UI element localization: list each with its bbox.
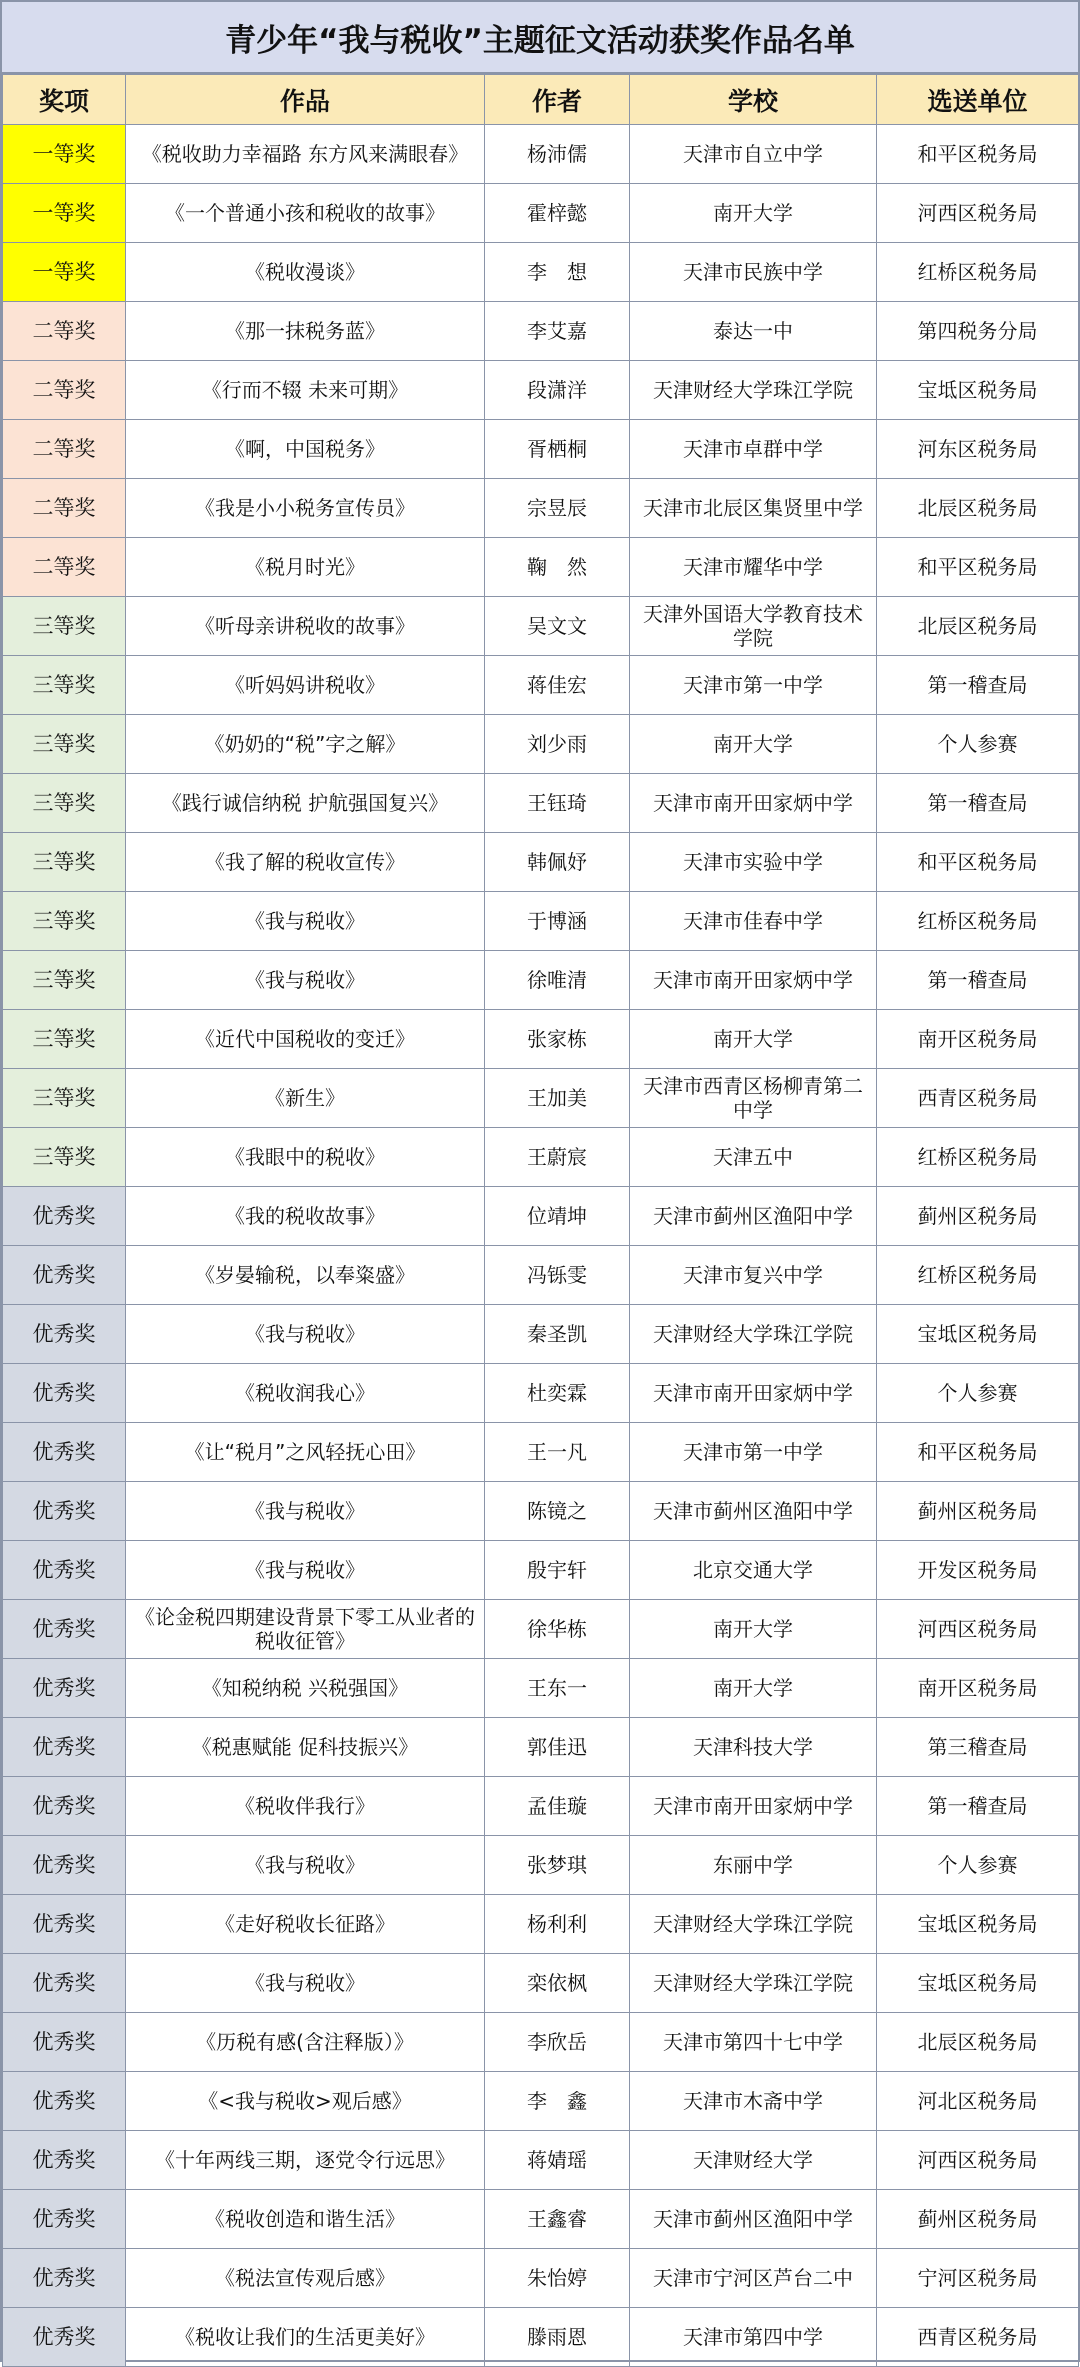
unit-cell: 红桥区税务局	[877, 1128, 1079, 1187]
award-cell: 优秀奖	[3, 1423, 126, 1482]
school-cell: 天津市蓟州区渔阳中学	[630, 1482, 877, 1541]
table-row	[3, 1954, 1079, 2013]
award-cell: 三等奖	[3, 892, 126, 951]
work-cell: 《<我与税收>观后感》	[126, 2072, 485, 2131]
table-row	[3, 2131, 1079, 2190]
work-cell: 《走好税收长征路》	[126, 1895, 485, 1954]
unit-cell: 第三稽查局	[877, 1718, 1079, 1777]
school-cell: 天津市复兴中学	[630, 1246, 877, 1305]
header-school: 学校	[630, 75, 877, 125]
award-cell: 三等奖	[3, 833, 126, 892]
author-cell: 王鑫睿	[485, 2190, 630, 2249]
work-cell: 《税收创造和谐生活》	[126, 2190, 485, 2249]
author-cell: 王蔚宸	[485, 1128, 630, 1187]
school-cell: 天津财经大学珠江学院	[630, 1895, 877, 1954]
table-row	[3, 538, 1079, 597]
school-cell: 南开大学	[630, 1010, 877, 1069]
unit-cell: 蓟州区税务局	[877, 1187, 1079, 1246]
school-cell: 天津市南开田家炳中学	[630, 1364, 877, 1423]
table-row	[3, 833, 1079, 892]
author-cell: 杨利利	[485, 1895, 630, 1954]
author-cell: 韩佩妤	[485, 833, 630, 892]
work-cell: 《我眼中的税收》	[126, 1128, 485, 1187]
award-cell: 优秀奖	[3, 1305, 126, 1364]
school-cell: 天津市西青区杨柳青第二中学	[630, 1069, 877, 1128]
unit-cell: 开发区税务局	[877, 1541, 1079, 1600]
unit-cell: 红桥区税务局	[877, 892, 1079, 951]
author-cell: 杨沛儒	[485, 125, 630, 184]
work-cell: 《我的税收故事》	[126, 1187, 485, 1246]
award-cell: 二等奖	[3, 538, 126, 597]
author-cell: 秦圣凯	[485, 1305, 630, 1364]
school-cell: 南开大学	[630, 184, 877, 243]
unit-cell: 第一稽查局	[877, 1777, 1079, 1836]
table-row	[3, 597, 1079, 656]
work-cell: 《税月时光》	[126, 538, 485, 597]
school-cell: 南开大学	[630, 1659, 877, 1718]
work-cell: 《我与税收》	[126, 1836, 485, 1895]
unit-cell: 宁河区税务局	[877, 2249, 1079, 2308]
table-row	[3, 2249, 1079, 2308]
school-cell: 天津市第一中学	[630, 1423, 877, 1482]
table-row	[3, 656, 1079, 715]
author-cell: 位靖坤	[485, 1187, 630, 1246]
award-cell: 三等奖	[3, 951, 126, 1010]
school-cell: 天津科技大学	[630, 1718, 877, 1777]
work-cell: 《知税纳税 兴税强国》	[126, 1659, 485, 1718]
unit-cell: 宝坻区税务局	[877, 1895, 1079, 1954]
author-cell: 霍梓懿	[485, 184, 630, 243]
unit-cell: 蓟州区税务局	[877, 1482, 1079, 1541]
award-cell: 优秀奖	[3, 2249, 126, 2308]
author-cell: 胥栖桐	[485, 420, 630, 479]
table-row	[3, 302, 1079, 361]
award-cell: 优秀奖	[3, 1659, 126, 1718]
unit-cell: 宝坻区税务局	[877, 1954, 1079, 2013]
author-cell: 张梦琪	[485, 1836, 630, 1895]
award-table	[2, 74, 1079, 2367]
table-row	[3, 243, 1079, 302]
school-cell: 天津市民族中学	[630, 243, 877, 302]
author-cell: 滕雨恩	[485, 2308, 630, 2367]
school-cell: 天津市第四中学	[630, 2308, 877, 2367]
table-row	[3, 361, 1079, 420]
unit-cell: 宝坻区税务局	[877, 361, 1079, 420]
award-cell: 三等奖	[3, 1128, 126, 1187]
unit-cell: 第四税务分局	[877, 302, 1079, 361]
school-cell: 天津财经大学珠江学院	[630, 1954, 877, 2013]
work-cell: 《税法宣传观后感》	[126, 2249, 485, 2308]
work-cell: 《听母亲讲税收的故事》	[126, 597, 485, 656]
award-cell: 一等奖	[3, 243, 126, 302]
school-cell: 天津市自立中学	[630, 125, 877, 184]
table-row	[3, 892, 1079, 951]
work-cell: 《税收伴我行》	[126, 1777, 485, 1836]
author-cell: 朱怡婷	[485, 2249, 630, 2308]
author-cell: 殷宇轩	[485, 1541, 630, 1600]
work-cell: 《那一抹税务蓝》	[126, 302, 485, 361]
author-cell: 王钰琦	[485, 774, 630, 833]
school-cell: 天津市北辰区集贤里中学	[630, 479, 877, 538]
author-cell: 王一凡	[485, 1423, 630, 1482]
award-cell: 优秀奖	[3, 1246, 126, 1305]
school-cell: 天津市第四十七中学	[630, 2013, 877, 2072]
unit-cell: 宝坻区税务局	[877, 1305, 1079, 1364]
table-row	[3, 2190, 1079, 2249]
author-cell: 蒋佳宏	[485, 656, 630, 715]
table-row	[3, 1895, 1079, 1954]
work-cell: 《论金税四期建设背景下零工从业者的税收征管》	[126, 1600, 485, 1659]
award-cell: 优秀奖	[3, 1187, 126, 1246]
award-cell: 优秀奖	[3, 1836, 126, 1895]
award-cell: 优秀奖	[3, 2013, 126, 2072]
work-cell: 《近代中国税收的变迁》	[126, 1010, 485, 1069]
award-cell: 优秀奖	[3, 2190, 126, 2249]
award-cell: 二等奖	[3, 479, 126, 538]
award-cell: 优秀奖	[3, 1600, 126, 1659]
award-cell: 三等奖	[3, 715, 126, 774]
work-cell: 《听妈妈讲税收》	[126, 656, 485, 715]
page-title: 青少年“我与税收”主题征文活动获奖作品名单	[2, 2, 1078, 74]
table-row	[3, 2072, 1079, 2131]
table-row	[3, 1836, 1079, 1895]
unit-cell: 和平区税务局	[877, 538, 1079, 597]
table-row	[3, 951, 1079, 1010]
unit-cell: 河西区税务局	[877, 184, 1079, 243]
school-cell: 天津市实验中学	[630, 833, 877, 892]
award-cell: 三等奖	[3, 1069, 126, 1128]
author-cell: 段潇洋	[485, 361, 630, 420]
unit-cell: 河西区税务局	[877, 2131, 1079, 2190]
author-cell: 李欣岳	[485, 2013, 630, 2072]
table-header-row	[3, 75, 1079, 125]
table-row	[3, 1482, 1079, 1541]
author-cell: 宗昱辰	[485, 479, 630, 538]
table-row	[3, 774, 1079, 833]
school-cell: 天津财经大学珠江学院	[630, 1305, 877, 1364]
unit-cell: 北辰区税务局	[877, 597, 1079, 656]
work-cell: 《一个普通小孩和税收的故事》	[126, 184, 485, 243]
school-cell: 天津市蓟州区渔阳中学	[630, 1187, 877, 1246]
table-row	[3, 1541, 1079, 1600]
author-cell: 王加美	[485, 1069, 630, 1128]
award-cell: 优秀奖	[3, 1718, 126, 1777]
unit-cell: 第一稽查局	[877, 774, 1079, 833]
author-cell: 张家栋	[485, 1010, 630, 1069]
award-cell: 优秀奖	[3, 2131, 126, 2190]
work-cell: 《十年两线三期，逐党令行远思》	[126, 2131, 485, 2190]
work-cell: 《我与税收》	[126, 1482, 485, 1541]
table-row	[3, 1069, 1079, 1128]
unit-cell: 北辰区税务局	[877, 2013, 1079, 2072]
school-cell: 南开大学	[630, 1600, 877, 1659]
header-unit: 选送单位	[877, 75, 1079, 125]
author-cell: 徐唯清	[485, 951, 630, 1010]
award-cell: 一等奖	[3, 125, 126, 184]
school-cell: 天津市南开田家炳中学	[630, 774, 877, 833]
work-cell: 《税惠赋能 促科技振兴》	[126, 1718, 485, 1777]
author-cell: 吴文文	[485, 597, 630, 656]
award-cell: 优秀奖	[3, 1541, 126, 1600]
work-cell: 《让“税月”之风轻抚心田》	[126, 1423, 485, 1482]
table-row	[3, 715, 1079, 774]
school-cell: 天津财经大学	[630, 2131, 877, 2190]
header-award: 奖项	[3, 75, 126, 125]
work-cell: 《我与税收》	[126, 1541, 485, 1600]
school-cell: 天津市木斋中学	[630, 2072, 877, 2131]
table-row	[3, 1010, 1079, 1069]
unit-cell: 个人参赛	[877, 1364, 1079, 1423]
work-cell: 《税收润我心》	[126, 1364, 485, 1423]
unit-cell: 河北区税务局	[877, 2072, 1079, 2131]
author-cell: 栾依枫	[485, 1954, 630, 2013]
author-cell: 蒋婧瑶	[485, 2131, 630, 2190]
author-cell: 郭佳迅	[485, 1718, 630, 1777]
award-cell: 二等奖	[3, 420, 126, 479]
table-row	[3, 479, 1079, 538]
unit-cell: 红桥区税务局	[877, 243, 1079, 302]
author-cell: 鞠 然	[485, 538, 630, 597]
unit-cell: 和平区税务局	[877, 125, 1079, 184]
school-cell: 天津市南开田家炳中学	[630, 1777, 877, 1836]
table-row	[3, 420, 1079, 479]
table-row	[3, 1777, 1079, 1836]
school-cell: 东丽中学	[630, 1836, 877, 1895]
table-row	[3, 2013, 1079, 2072]
author-cell: 李 想	[485, 243, 630, 302]
school-cell: 天津财经大学珠江学院	[630, 361, 877, 420]
school-cell: 天津市佳春中学	[630, 892, 877, 951]
work-cell: 《我与税收》	[126, 892, 485, 951]
award-cell: 优秀奖	[3, 1895, 126, 1954]
work-cell: 《奶奶的“税”字之解》	[126, 715, 485, 774]
award-cell: 优秀奖	[3, 1777, 126, 1836]
award-cell: 优秀奖	[3, 2072, 126, 2131]
unit-cell: 第一稽查局	[877, 656, 1079, 715]
unit-cell: 个人参赛	[877, 1836, 1079, 1895]
unit-cell: 和平区税务局	[877, 833, 1079, 892]
award-cell: 优秀奖	[3, 1364, 126, 1423]
table-row	[3, 1187, 1079, 1246]
work-cell: 《我与税收》	[126, 1305, 485, 1364]
award-cell: 三等奖	[3, 1010, 126, 1069]
unit-cell: 西青区税务局	[877, 1069, 1079, 1128]
school-cell: 天津市耀华中学	[630, 538, 877, 597]
unit-cell: 第一稽查局	[877, 951, 1079, 1010]
award-cell: 优秀奖	[3, 1954, 126, 2013]
author-cell: 孟佳璇	[485, 1777, 630, 1836]
award-cell: 二等奖	[3, 361, 126, 420]
unit-cell: 和平区税务局	[877, 1423, 1079, 1482]
award-cell: 三等奖	[3, 597, 126, 656]
award-cell: 二等奖	[3, 302, 126, 361]
author-cell: 王东一	[485, 1659, 630, 1718]
table-row	[3, 1659, 1079, 1718]
school-cell: 南开大学	[630, 715, 877, 774]
unit-cell: 河东区税务局	[877, 420, 1079, 479]
school-cell: 天津外国语大学教育技术学院	[630, 597, 877, 656]
author-cell: 李艾嘉	[485, 302, 630, 361]
school-cell: 天津市第一中学	[630, 656, 877, 715]
school-cell: 北京交通大学	[630, 1541, 877, 1600]
school-cell: 天津市宁河区芦台二中	[630, 2249, 877, 2308]
author-cell: 陈镜之	[485, 1482, 630, 1541]
table-row	[3, 125, 1079, 184]
author-cell: 冯铄雯	[485, 1246, 630, 1305]
table-row	[3, 1305, 1079, 1364]
school-cell: 天津市蓟州区渔阳中学	[630, 2190, 877, 2249]
table-row	[3, 1128, 1079, 1187]
author-cell: 徐华栋	[485, 1600, 630, 1659]
author-cell: 杜奕霖	[485, 1364, 630, 1423]
table-row	[3, 1600, 1079, 1659]
header-author: 作者	[485, 75, 630, 125]
work-cell: 《我了解的税收宣传》	[126, 833, 485, 892]
table-row	[3, 1718, 1079, 1777]
school-cell: 天津市南开田家炳中学	[630, 951, 877, 1010]
work-cell: 《我是小小税务宣传员》	[126, 479, 485, 538]
award-cell: 一等奖	[3, 184, 126, 243]
unit-cell: 南开区税务局	[877, 1659, 1079, 1718]
work-cell: 《历税有感(含注释版）》	[126, 2013, 485, 2072]
work-cell: 《新生》	[126, 1069, 485, 1128]
work-cell: 《税收让我们的生活更美好》	[126, 2308, 485, 2367]
work-cell: 《税收助力幸福路 东方风来满眼春》	[126, 125, 485, 184]
table-row	[3, 1364, 1079, 1423]
award-cell: 优秀奖	[3, 1482, 126, 1541]
work-cell: 《啊，中国税务》	[126, 420, 485, 479]
author-cell: 于博涵	[485, 892, 630, 951]
work-cell: 《我与税收》	[126, 1954, 485, 2013]
school-cell: 天津市卓群中学	[630, 420, 877, 479]
award-cell: 三等奖	[3, 656, 126, 715]
unit-cell: 红桥区税务局	[877, 1246, 1079, 1305]
author-cell: 李 鑫	[485, 2072, 630, 2131]
unit-cell: 个人参赛	[877, 715, 1079, 774]
table-body	[3, 125, 1079, 2367]
unit-cell: 河西区税务局	[877, 1600, 1079, 1659]
header-work: 作品	[126, 75, 485, 125]
table-row	[3, 2308, 1079, 2367]
work-cell: 《践行诚信纳税 护航强国复兴》	[126, 774, 485, 833]
school-cell: 天津五中	[630, 1128, 877, 1187]
author-cell: 刘少雨	[485, 715, 630, 774]
work-cell: 《岁晏输税，以奉粢盛》	[126, 1246, 485, 1305]
table-row	[3, 1246, 1079, 1305]
unit-cell: 南开区税务局	[877, 1010, 1079, 1069]
school-cell: 泰达一中	[630, 302, 877, 361]
unit-cell: 蓟州区税务局	[877, 2190, 1079, 2249]
unit-cell: 北辰区税务局	[877, 479, 1079, 538]
work-cell: 《税收漫谈》	[126, 243, 485, 302]
award-cell: 优秀奖	[3, 2308, 126, 2367]
table-row	[3, 1423, 1079, 1482]
unit-cell: 西青区税务局	[877, 2308, 1079, 2367]
work-cell: 《我与税收》	[126, 951, 485, 1010]
work-cell: 《行而不辍 未来可期》	[126, 361, 485, 420]
award-cell: 三等奖	[3, 774, 126, 833]
table-row	[3, 184, 1079, 243]
